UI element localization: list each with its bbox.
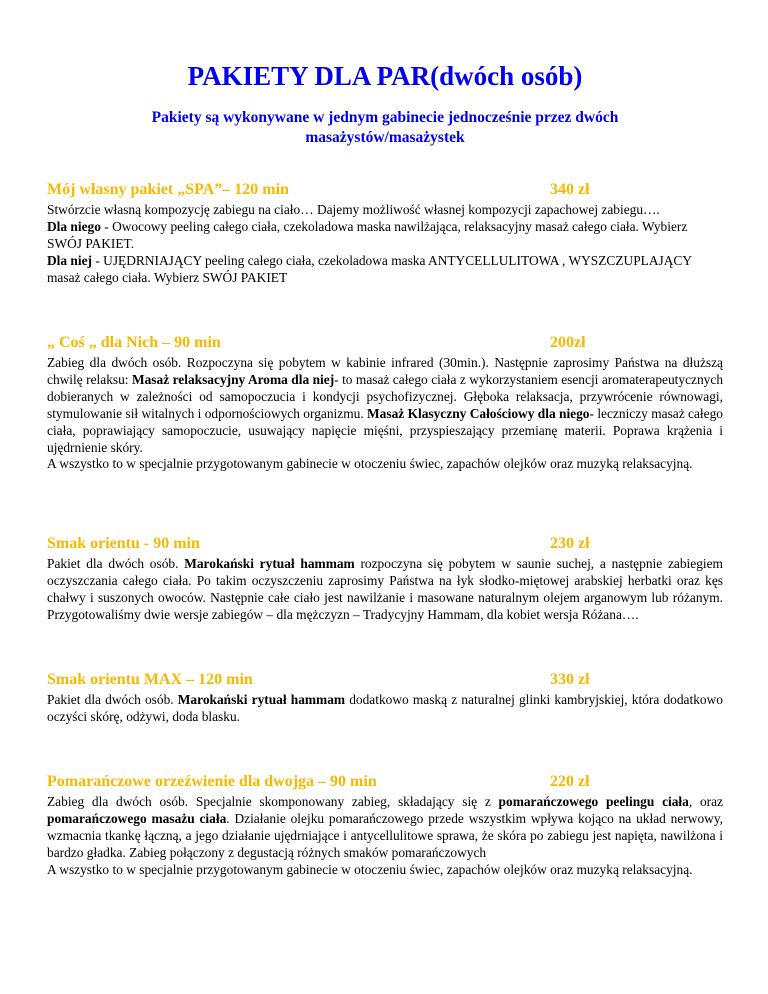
text: Zabieg dla dwóch osób. Specjalnie skomponowany zabieg, składający się z (47, 794, 499, 809)
package-header (47, 770, 723, 794)
package-header (47, 331, 723, 355)
package-pomaranczowe (47, 770, 723, 879)
text: rozpoczyna się pobytem w saunie suchej, a następnie zabiegiem oczyszczania całego ciała. Po takim oczyszczeniu zaprosimy Państwa na łyk słodko-miętowej arabskiej herbatki oraz kęs chałwy i suszonych owoców. Następnie całe ciało jest nawilżanie i masowane naturalnym olejem arganowym lub różanym. Przygotowaliśmy dwie wersje zabiegów – dla mężczyzn – Tradycyjny Hammam, dla kobiet wersja Różana…. (47, 556, 723, 622)
package-smak-orientu (47, 532, 723, 624)
bold-text: Marokański rytuał hammam (177, 692, 346, 707)
description-paragraph (47, 253, 723, 287)
description-paragraph (47, 355, 723, 456)
package-name: Pomarańczowe orzeźwienie dla dwojga – 90 min (47, 773, 377, 790)
package-price: 220 zł (550, 773, 590, 790)
package-description (47, 355, 723, 473)
package-description (47, 794, 723, 879)
package-price: 330 zł (550, 671, 590, 688)
description-paragraph (47, 219, 723, 253)
bold-text: Masaż relaksacyjny Aroma dla niej (131, 371, 335, 387)
text: Pakiet dla dwóch osób. (47, 692, 178, 707)
package-price: 230 zł (550, 535, 590, 552)
package-price: 340 zł (550, 181, 590, 198)
text: - Owocowy peeling całego ciała, czekoladowa maska nawilżająca, relaksacyjny masaż całego ciała. Wybierz SWÓJ PAKIET. (47, 218, 688, 251)
package-header (47, 668, 723, 692)
label-for-her: Dla niej (47, 252, 93, 268)
package-description (47, 556, 723, 624)
text: Zabieg dla dwóch osób. Rozpoczyna się pobytem w kabinie infrared (30min.). Następnie zaprosimy Państwa na dłuższą chwilę relaksu: (47, 355, 723, 387)
label-for-him: Dla niego (47, 218, 101, 234)
package-spa (47, 178, 723, 287)
description-paragraph: A wszystko to w specjalnie przygotowanym gabinecie w otoczeniu świec, zapachów olejków oraz muzyką relaksacyjną. (47, 861, 693, 877)
package-smak-orientu-max (47, 668, 723, 726)
bold-text: Marokański rytuał hammam (184, 556, 355, 571)
text: . Działanie olejku pomarańczowego przede wszystkim wpływa kojąco na układ nerwowy, wzmacnia tkankę łączną, a jego działanie ujędrniające i antycellulitowe sprawa, że skóra po zabiegu jest napięta, nawilżona i bardzo gładka. Zabieg połączony z degustacją różnych smaków pomarańczowych (47, 810, 723, 860)
bold-text: pomarańczowego masażu ciała (47, 810, 227, 826)
package-price: 200zł (550, 334, 586, 351)
text: - UJĘDRNIAJĄCY peeling całego ciała, czekoladowa maska ANTYCELLULITOWA , WYSZCZUPLAJĄCY masaż całego ciała. Wybierz SWÓJ PAKIET (47, 252, 692, 285)
package-name: Mój własny pakiet „SPA”– 120 min (47, 181, 289, 198)
text: dodatkowo maską z naturalnej glinki kambryjskiej, która dodatkowo oczyści skórę, odżywi, doda blasku. (47, 692, 723, 724)
bold-text: pomarańczowego peelingu ciała (498, 794, 689, 809)
description-paragraph: A wszystko to w specjalnie przygotowanym gabinecie w otoczeniu świec, zapachów olejków oraz muzyką relaksacyjną. (47, 456, 693, 472)
text: , oraz (688, 794, 723, 809)
package-header (47, 532, 723, 556)
description-paragraph (47, 556, 723, 624)
package-name: Smak orientu MAX – 120 min (47, 671, 253, 688)
description-paragraph (47, 692, 723, 726)
bold-text: Masaż Klasyczny Całościowy dla niego (367, 405, 590, 421)
package-name: Smak orientu - 90 min (47, 535, 200, 552)
package-description (47, 692, 723, 726)
package-header (47, 178, 723, 202)
text: - leczniczy masaż całego ciała, poprawiający samopoczucie, usuwający napięcie mięśni, przyspieszający przemianę materii. Poprawa krążenia i ujędrnienie skóry. (47, 405, 723, 455)
description-paragraph: Stwórzcie własną kompozycję zabiegu na ciało… Dajemy możliwość własnej kompozycji zapachowej zabiegu…. (47, 202, 660, 217)
page-subtitle: Pakiety są wykonywane w jednym gabinecie jednocześnie przez dwóch masażystów/masażystek (151, 109, 619, 146)
package-cos-dla-nich (47, 331, 723, 473)
package-name: „ Coś „ dla Nich – 90 min (47, 334, 221, 351)
page-title: PAKIETY DLA PAR(dwóch osób) (187, 61, 583, 91)
text: Pakiet dla dwóch osób. (47, 556, 185, 571)
text: - to masaż całego ciała z wykorzystaniem esencji aromaterapeutycznych dobieranych w zależności od samopoczucia i kondycji psychofizycznej. Głęboka relaksacja, przywrócenie równowagi, stymulowanie sił witalnych i odpornościowych organizmu. (47, 371, 724, 421)
description-paragraph (47, 794, 723, 862)
package-description (47, 202, 723, 287)
